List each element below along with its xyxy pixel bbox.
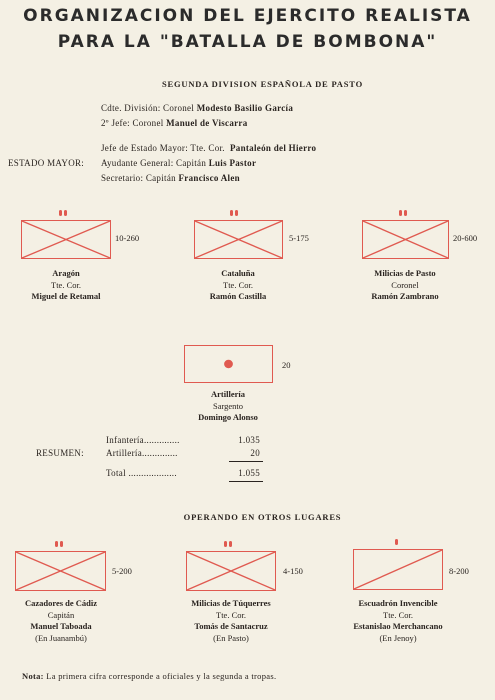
unit-3-rank-pips: [398, 210, 408, 216]
summary-value-artillery: 20: [250, 448, 260, 458]
unit-1-infantry-symbol: [21, 220, 111, 259]
other-unit-1-strength: 5-200: [112, 566, 132, 576]
other-unit-2-infantry-symbol: [186, 551, 276, 591]
title-line-1: ORGANIZACION DEL EJERCITO REALISTA: [23, 6, 472, 26]
unit-2-strength: 5-175: [289, 233, 309, 243]
unit-1-rank-pips: [58, 210, 68, 216]
summary-row-artillery: Artillería..............: [106, 448, 178, 458]
other-unit-1-infantry-symbol: [15, 551, 106, 591]
staff-adjutant: Ayudante General: Capitán Luis Pastor: [101, 158, 257, 168]
summary-rule: [229, 461, 263, 462]
staff-secretary: Secretario: Capitán Francisco Alen: [101, 173, 240, 183]
unit-3-label: Milicias de Pasto Coronel Ramón Zambrano: [371, 268, 439, 301]
other-unit-3-cavalry-symbol: [353, 549, 443, 590]
footnote: Nota: La primera cifra corresponde a oficiales y la segunda a tropas.: [22, 671, 277, 681]
other-unit-1-rank-pips: [54, 541, 64, 547]
title-line-2: PARA LA "BATALLA DE BOMBONA": [57, 32, 438, 52]
other-unit-1-label: Cazadores de Cádiz Capitán Manuel Taboada (En Juanambú): [24, 598, 98, 643]
staff-label: ESTADO MAYOR:: [8, 158, 85, 168]
artillery-label: Artillería Sargento Domingo Alonso: [198, 389, 258, 422]
unit-3-infantry-symbol: [362, 220, 449, 259]
artillery-symbol: [184, 345, 273, 383]
summary-rule-bottom: [229, 481, 263, 482]
summary-label: RESUMEN:: [36, 448, 84, 458]
summary-total: Total ...................: [106, 468, 177, 478]
unit-2-label: Cataluña Tte. Cor. Ramón Castilla: [209, 268, 267, 301]
other-unit-2-rank-pips: [223, 541, 233, 547]
summary-value-infantry: 1.035: [238, 435, 260, 445]
summary-row-infantry: Infantería..............: [106, 435, 180, 445]
other-unit-2-label: Milicias de Túquerres Tte. Cor. Tomás de Santacruz (En Pasto): [191, 598, 271, 643]
other-unit-3-rank-pip: [394, 539, 399, 545]
other-unit-2-strength: 4-150: [283, 566, 303, 576]
division-heading: SEGUNDA DIVISION ESPAÑOLA DE PASTO: [161, 79, 364, 89]
staff-chief: Jefe de Estado Mayor: Tte. Cor. Pantaleón del Hierro: [101, 143, 317, 153]
unit-2-rank-pips: [229, 210, 239, 216]
other-unit-3-strength: 8-200: [449, 566, 469, 576]
division-second: 2º Jefe: Coronel Manuel de Viscarra: [101, 118, 248, 128]
unit-3-strength: 20-600: [453, 233, 478, 243]
artillery-strength: 20: [282, 360, 291, 370]
division-commander: Cdte. División: Coronel Modesto Basilio García: [101, 103, 294, 113]
other-units-heading: OPERANDO EN OTROS LUGARES: [183, 512, 342, 522]
unit-1-label: Aragón Tte. Cor. Miguel de Retamal: [31, 268, 101, 301]
unit-1-strength: 10-260: [115, 233, 140, 243]
unit-2-infantry-symbol: [194, 220, 283, 259]
summary-total-value: 1.055: [238, 468, 260, 478]
other-unit-3-label: Escuadrón Invencible Tte. Cor. Estanislao Merchancano (En Jenoy): [353, 598, 443, 643]
